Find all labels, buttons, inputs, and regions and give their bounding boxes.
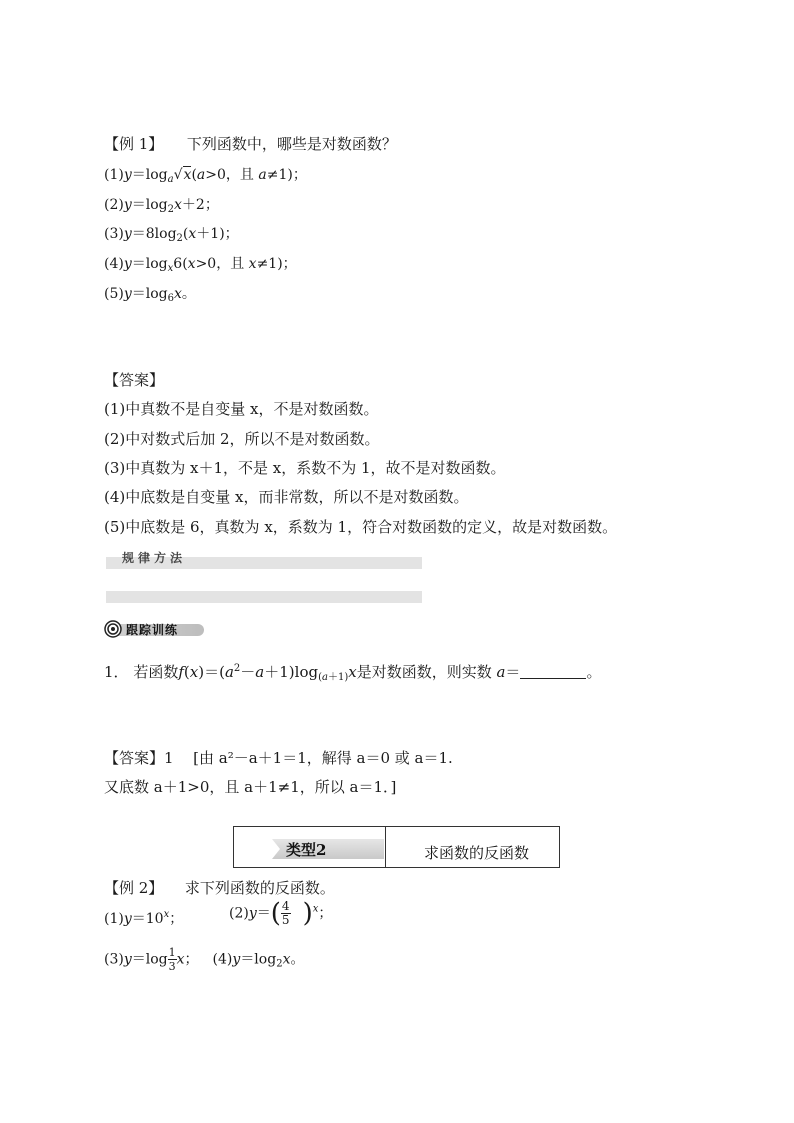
answer-2-line-1 (104, 748, 453, 768)
sqrt-symbol: √x (173, 167, 192, 183)
tracking-label: 跟踪训练 (126, 623, 179, 637)
type-2-box (233, 826, 560, 868)
target-icon (104, 620, 122, 638)
example-1-item-3: $(3)y=8\log_2(x+1)$； (104, 226, 239, 244)
type-2-tag-notch (272, 839, 280, 859)
example-1-label: 【例 1】 (104, 135, 164, 153)
answer-2-value: 1 (164, 749, 174, 767)
example-1-item-4: $(4)y=\log_x6(x>0$，且 x≠1)； (104, 256, 297, 274)
type-2-title: 求函数的反函数 (424, 844, 530, 862)
fraction-4-5: $\frac{4}{5}$ (281, 899, 290, 927)
answer-1-line-2: (2)中对数式后加 2，所以不是对数函数。 (104, 430, 380, 448)
tracking-header (104, 620, 204, 638)
example-2-item-3: (3)y＝log $\frac{1}{3}$ x； $(4)y=\log_2x$。 (104, 946, 305, 973)
type-2-tag: 类型2 (286, 841, 327, 859)
example-2-heading-line (104, 878, 335, 898)
example-2-item-2: (2)y＝( $\frac{4}{5}$ )$^x$； (229, 898, 333, 929)
example-1-item-1: $(1)y=\log_a√x(a>0$，且 a≠1)； (104, 167, 307, 185)
exercise-1-number: 1． (104, 663, 129, 681)
example-1-prompt: 下列函数中，哪些是对数函数？ (186, 135, 397, 153)
type-2-divider (385, 827, 386, 867)
answer-2-heading: 【答案】 (104, 749, 165, 767)
answer-1-line-5: (5)中底数是 6，真数为 x，系数为 1，符合对数函数的定义，故是对数函数。 (104, 518, 618, 536)
example-1-heading-line (104, 134, 397, 154)
example-2-prompt: 求下列函数的反函数。 (184, 879, 335, 897)
answer-1-line-4: (4)中底数是自变量 x，而非常数，所以不是对数函数。 (104, 488, 469, 506)
answer-blank[interactable] (520, 664, 586, 679)
answer-2-line-2: 又底数 a＋1>0，且 a＋1≠1，所以 a＝1．] (104, 778, 397, 796)
answer-2-line-1-text: [由 a²－a＋1＝1，解得 a＝0 或 a＝1. (193, 749, 453, 767)
exercise-1-before: 若函数 (133, 663, 179, 681)
example-2-item-1: $(1)y=10^x$； (104, 909, 184, 927)
method-bar-bottom (106, 591, 422, 603)
answer-1-line-3: (3)中真数为 x＋1，不是 x，系数不为 1，故不是对数函数。 (104, 459, 506, 477)
exercise-1-end: 。 (586, 663, 602, 681)
exercise-1: 1． 若函数$f(x)=(a^2-a+1)\log_{(a+1)}x$是对数函数，则实数 a＝ 。 (104, 663, 602, 683)
answer-1-line-1: (1)中真数不是自变量 x，不是对数函数。 (104, 400, 379, 418)
fraction-1-3: $\frac{1}{3}$ (168, 946, 176, 973)
method-label: 规律方法 (122, 551, 187, 565)
example-2-label: 【例 2】 (104, 879, 164, 897)
answer-1-heading: 【答案】 (104, 371, 165, 389)
exercise-1-after: 是对数函数，则实数 (356, 663, 492, 681)
example-1-item-5: $(5)y=\log_6x$。 (104, 286, 196, 304)
example-1-item-2: $(2)y=\log_2x+2$； (104, 197, 219, 215)
